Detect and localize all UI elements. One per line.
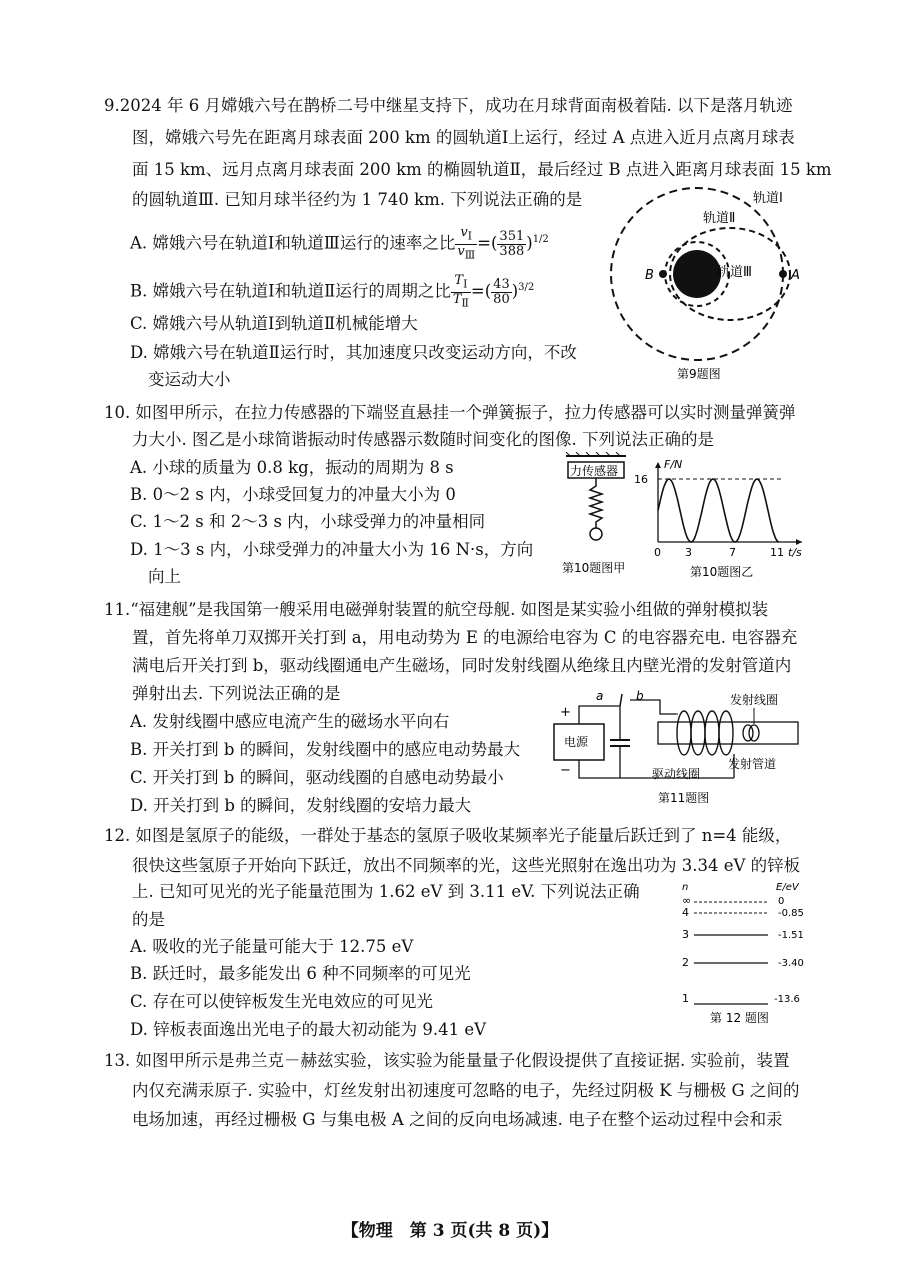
q12-option-a: A. 吸收的光子能量可能大于 12.75 eV — [130, 937, 414, 956]
q12-line-2: 很快这些氢原子开始向下跃迁，放出不同频率的光，这些光照射在逸出功为 3.34 eV 的锌板 — [132, 856, 801, 875]
x-tick-11: 11 — [770, 546, 784, 559]
point-a-label: A — [791, 268, 800, 283]
force-curve — [658, 479, 779, 542]
plus-sign: + — [560, 705, 571, 720]
level-4-e: -0.85 — [778, 908, 804, 919]
energy-label: E/eV — [776, 882, 799, 893]
q10-figure-a-caption: 第10题图甲 — [562, 561, 626, 575]
q13-line-2: 内仅充满汞原子. 实验中，灯丝发射出初速度可忽略的电子，先经过阴极 K 与栅极 G 之间的 — [132, 1081, 800, 1100]
point-b-dot — [659, 270, 667, 278]
minus-sign: − — [560, 763, 571, 778]
orbit-3-label: 轨道Ⅲ — [717, 265, 752, 280]
x-tick-7: 7 — [729, 546, 736, 559]
q11-line-3: 满电后开关打到 b，驱动线圈通电产生磁场，同时发射线圈从绝缘且内壁光滑的发射管道内 — [132, 656, 792, 675]
f-axis-label: F/N — [664, 458, 683, 471]
q9-option-a-value: $\frac{351}{388}$ — [499, 228, 525, 259]
orbit-1-label: 轨道Ⅰ — [753, 191, 783, 206]
q12-option-d: D. 锌板表面逸出光电子的最大初动能为 9.41 eV — [130, 1020, 487, 1039]
y-tick-16: 16 — [634, 473, 648, 486]
q9-orbit-figure — [605, 186, 815, 386]
n-label: n — [682, 882, 689, 893]
q10-option-d-2: 向上 — [148, 567, 181, 586]
level-3-n: 3 — [682, 928, 689, 941]
q9-line-2: 图，嫦娥六号先在距离月球表面 200 km 的圆轨道Ⅰ上运行，经过 A 点进入近月点离月球表 — [132, 128, 795, 147]
q9-option-c: C. 嫦娥六号从轨道Ⅰ到轨道Ⅱ机械能增大 — [130, 314, 418, 333]
q10-option-b: B. 0～2 s 内，小球受回复力的冲量大小为 0 — [130, 485, 456, 504]
level-2-n: 2 — [682, 956, 689, 969]
q9-figure-caption: 第9题图 — [677, 367, 721, 381]
q9-option-a-exp: 1/2 — [532, 234, 549, 246]
t-axis-label: t/s — [788, 546, 802, 559]
q9-option-a: A. 嫦娥六号在轨道Ⅰ和轨道Ⅲ运行的速率之比 $\frac{v_Ⅰ}{v_Ⅲ}$ =( $\frac{351}{388}$ )$^{1/2}$ — [130, 225, 549, 262]
q11-option-a: A. 发射线圈中感应电流产生的磁场水平向右 — [130, 712, 450, 731]
page-footer: 【物理 第 3 页(共 8 页)】 — [341, 1221, 559, 1241]
level-inf-n: ∞ — [682, 894, 692, 907]
launch-tube-label: 发射管道 — [728, 757, 777, 771]
level-3-e: -1.51 — [778, 930, 804, 941]
level-4-n: 4 — [682, 906, 689, 919]
drive-coil-label: 驱动线圈 — [652, 767, 701, 781]
x-tick-3: 3 — [685, 546, 692, 559]
q13-line-1: 13. 如图甲所示是弗兰克－赫兹实验，该实验为能量量子化假设提供了直接证据. 实验前，装置 — [104, 1051, 790, 1070]
q13-line-3: 电场加速，再经过栅极 G 与集电极 A 之间的反向电场减速. 电子在整个运动过程中会和汞 — [132, 1110, 783, 1129]
q10-figure-b-caption: 第10题图乙 — [690, 565, 754, 579]
moon-icon — [673, 250, 721, 298]
level-1-e: -13.6 — [774, 994, 800, 1005]
ball-icon — [590, 528, 602, 540]
q9-option-d-2: 变运动大小 — [148, 370, 231, 389]
switch-b-label: b — [636, 689, 644, 703]
launch-coil-label: 发射线圈 — [730, 693, 779, 707]
q12-line-3: 上. 已知可见光的光子能量范围为 1.62 eV 到 3.11 eV. 下列说法正确 — [132, 882, 640, 901]
q9-option-a-text: A. 嫦娥六号在轨道Ⅰ和轨道Ⅲ运行的速率之比 — [130, 233, 456, 253]
q10-option-d-1: D. 1～3 s 内，小球受弹力的冲量大小为 16 N·s，方向 — [130, 540, 534, 559]
q10-option-c: C. 1～2 s 和 2～3 s 内，小球受弹力的冲量相同 — [130, 512, 486, 531]
power-source-label: 电源 — [564, 735, 589, 749]
x-tick-0: 0 — [654, 546, 661, 559]
q10-option-a: A. 小球的质量为 0.8 kg，振动的周期为 8 s — [130, 458, 454, 477]
q11-figure-caption: 第11题图 — [658, 791, 710, 805]
q9-option-b-value: $\frac{43}{80}$ — [493, 276, 510, 307]
level-inf-e: 0 — [778, 896, 785, 907]
level-1-n: 1 — [682, 992, 689, 1005]
q11-option-b: B. 开关打到 b 的瞬间，发射线圈中的感应电动势最大 — [130, 740, 521, 759]
level-2-e: -3.40 — [778, 958, 804, 969]
q11-line-4: 弹射出去. 下列说法正确的是 — [132, 684, 341, 703]
q10-line-1: 10. 如图甲所示，在拉力传感器的下端竖直悬挂一个弹簧振子，拉力传感器可以实时测量弹簧弹 — [104, 403, 796, 422]
q9-line-1: 9.2024 年 6 月嫦娥六号在鹊桥二号中继星支持下，成功在月球背面南极着陆. 以下是落月轨迹 — [104, 96, 793, 115]
q9-option-b: B. 嫦娥六号在轨道Ⅰ和轨道Ⅱ运行的周期之比 $\frac{T_Ⅰ}{T_Ⅱ}$ =( $\frac{43}{80}$ )$^{3/2}$ — [130, 273, 535, 310]
q10-force-graph — [622, 452, 812, 582]
switch-blade — [620, 694, 622, 706]
spring-icon — [590, 478, 602, 528]
q11-line-1: 11.“福建舰”是我国第一艘采用电磁弹射装置的航空母舰. 如图是某实验小组做的弹射模拟装 — [104, 600, 769, 619]
point-b-label: B — [645, 268, 654, 283]
q9-option-b-ratio: $\frac{T_Ⅰ}{T_Ⅱ}$ — [452, 273, 469, 310]
q9-option-d-1: D. 嫦娥六号在轨道Ⅱ运行时，其加速度只改变运动方向，不改 — [130, 343, 577, 362]
q11-option-d: D. 开关打到 b 的瞬间，发射线圈的安培力最大 — [130, 796, 472, 815]
q10-line-2: 力大小. 图乙是小球简谐振动时传感器示数随时间变化的图像. 下列说法正确的是 — [132, 430, 714, 449]
q12-option-c: C. 存在可以使锌板发生光电效应的可见光 — [130, 992, 434, 1011]
switch-a-label: a — [596, 689, 604, 703]
q9-option-b-text: B. 嫦娥六号在轨道Ⅰ和轨道Ⅱ运行的周期之比 — [130, 281, 451, 301]
force-sensor-label: 力传感器 — [570, 464, 619, 478]
q12-option-b: B. 跃迁时，最多能发出 6 种不同频率的可见光 — [130, 964, 471, 983]
q12-line-4: 的是 — [132, 910, 165, 929]
q9-line-3: 面 15 km、远月点离月球表面 200 km 的椭圆轨道Ⅱ，最后经过 B 点进入距离月球表面 15 km — [132, 160, 832, 179]
q11-circuit-figure — [548, 686, 808, 808]
q11-option-c: C. 开关打到 b 的瞬间，驱动线圈的自感电动势最小 — [130, 768, 504, 787]
q9-option-b-exp: 3/2 — [518, 282, 535, 294]
q12-energy-level-figure — [672, 880, 812, 1026]
q12-line-1: 12. 如图是氢原子的能级，一群处于基态的氢原子吸收某频率光子能量后跃迁到了 n=4 能级， — [104, 826, 792, 845]
q9-option-a-ratio: $\frac{v_Ⅰ}{v_Ⅲ}$ — [457, 225, 476, 262]
point-a-dot — [779, 270, 787, 278]
orbit-2-label: 轨道Ⅱ — [703, 211, 736, 226]
q12-figure-caption: 第 12 题图 — [710, 1011, 769, 1025]
q11-line-2: 置，首先将单刀双掷开关打到 a，用电动势为 E 的电源给电容为 C 的电容器充电. 电容器充 — [132, 628, 798, 647]
launch-tube — [658, 722, 798, 744]
q9-line-4: 的圆轨道Ⅲ. 已知月球半径约为 1 740 km. 下列说法正确的是 — [132, 190, 583, 209]
